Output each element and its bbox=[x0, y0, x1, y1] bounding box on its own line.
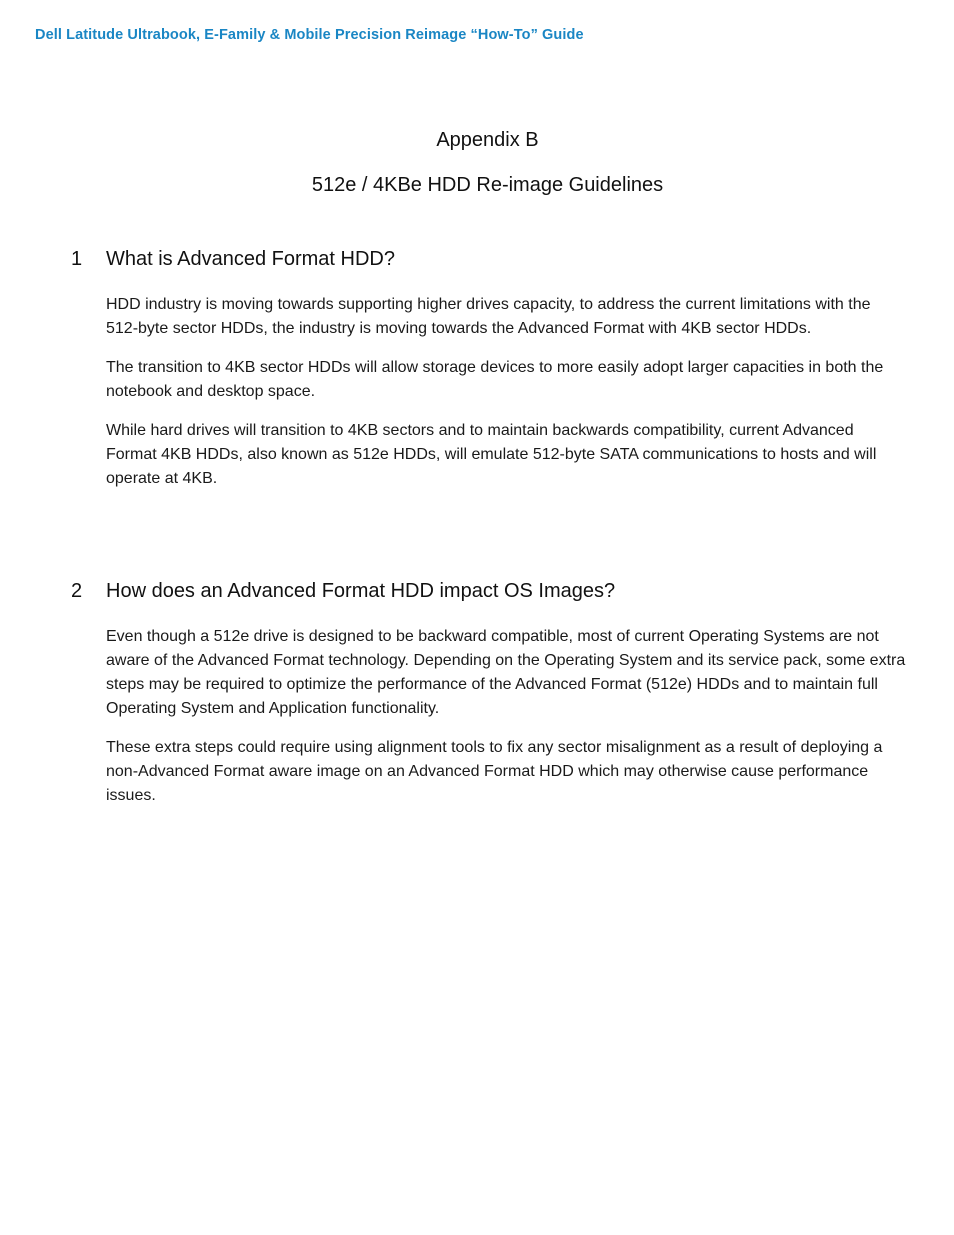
appendix-label: Appendix B bbox=[436, 129, 539, 151]
paragraph: While hard drives will transition to 4KB sectors and to maintain backwards compatibility, current Advanced Format 4KB HDDs, also known as 512e HDDs, will emulate 512-byte SATA communications to hosts and will operate at 4KB. bbox=[106, 422, 877, 487]
running-header: Dell Latitude Ultrabook, E-Family & Mobile Precision Reimage “How-To” Guide bbox=[35, 27, 584, 43]
section-number: 1 bbox=[71, 248, 83, 270]
section-title: What is Advanced Format HDD? bbox=[106, 248, 395, 270]
section-title: How does an Advanced Format HDD impact OS Images? bbox=[106, 580, 616, 602]
paragraph: Even though a 512e drive is designed to be backward compatible, most of current Operating Systems are not aware of the Advanced Format technology. Depending on the Operating System and its service pack, some extra steps may be required to optimize the performance of the Advanced Format (512e) HDDs and to maintain full Operating System and Application functionality. bbox=[106, 628, 906, 717]
appendix-title: 512e / 4KBe HDD Re-image Guidelines bbox=[311, 174, 664, 196]
section-number: 2 bbox=[71, 580, 83, 602]
section-heading bbox=[0, 248, 954, 278]
section-heading bbox=[0, 580, 954, 610]
section-os-image-impact bbox=[0, 580, 954, 823]
paragraph: These extra steps could require using alignment tools to fix any sector misalignment as a result of deploying a non-Advanced Format aware image on an Advanced Format HDD which may otherwise cause performance issues. bbox=[106, 739, 883, 804]
paragraph: HDD industry is moving towards supporting higher drives capacity, to address the current limitations with the 512-byte sector HDDs, the industry is moving towards the Advanced Format with 4KB sector HDDs. bbox=[106, 296, 871, 337]
paragraph: The transition to 4KB sector HDDs will allow storage devices to more easily adopt larger capacities in both the notebook and desktop space. bbox=[106, 359, 884, 400]
section-what-is-advanced-format bbox=[0, 248, 954, 506]
